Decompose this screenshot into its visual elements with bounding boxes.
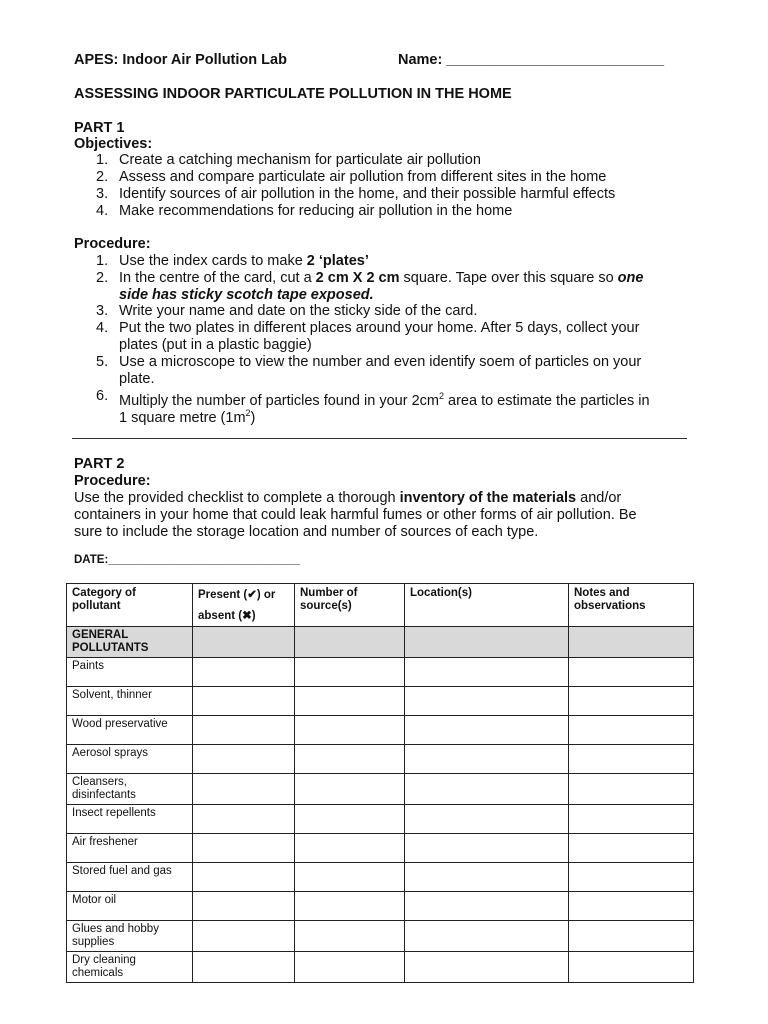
part1-heading: PART 1 [74, 120, 125, 136]
entry-cell[interactable] [569, 863, 694, 892]
document-page: APES: Indoor Air Pollution Lab Name: ___________________________ ASSESSING INDOOR PARTICULATE POLLUTION IN THE HOME PART 1 Objectives: 1. Create a catching mechanism for particulate air pollution 2. Assess and compare particulate air pollution from different sites in the home 3. Identify sources of air pollution in the home, and their possible harmful effects 4. Make recommendations for reducing air pollution in the home Procedure: 1. Use the index cards to make 2 ‘plates’ 2. In the centre of the card, cut a 2 cm X 2 cm square. Tape over this square so one side has sticky scotch tape exposed. 3. Write your name and date on the sticky side of the card. 4. Put the two plates in different places around your home. After 5 days, collect your plates (put in a plastic baggie) 5. Use a microscope to view the number and even identify soem of particles on your plate. 6. Multiply the number of particles found in your $2cm^2$ area to estimate the particles in 1 square metre $(1m^2)$ PART 2 Procedure: Use the provided checklist to complete a thorough inventory of the materials and/or containers in your home that could leak harmful fumes or other forms of air pollution. Be sure to include the storage location and number of sources of each type. DATE:______________________________ Category of pollutant Present (✔) or absent (✖) Number of source(s) Location(s) Notes and observations GENERAL POLLUTANTS Paints Solvent, thinner Wood preservative Aerosol sprays Cleansers, disinfectants Insect repellents Air freshener Stored fuel and gas Motor oil Glues and hobby supplies Dry cleaning chemicals [0, 0, 768, 1024]
table-row [67, 863, 694, 892]
entry-cell[interactable] [569, 805, 694, 834]
pollutant-name: Wood preservative [67, 716, 193, 745]
entry-cell[interactable] [193, 745, 295, 774]
name-blank: ___________________________ [446, 52, 665, 68]
pollutant-name: Solvent, thinner [67, 687, 193, 716]
entry-cell[interactable] [569, 745, 694, 774]
pollutant-name: Cleansers, disinfectants [67, 774, 193, 805]
entry-cell[interactable] [405, 834, 569, 863]
entry-cell[interactable] [295, 921, 405, 952]
objectives-heading: Objectives: [74, 136, 153, 152]
table-row [67, 892, 694, 921]
part2-heading: PART 2 [74, 456, 125, 472]
entry-cell[interactable] [295, 716, 405, 745]
entry-cell[interactable] [569, 952, 694, 983]
entry-cell[interactable] [193, 805, 295, 834]
entry-cell[interactable] [193, 834, 295, 863]
entry-cell[interactable] [193, 716, 295, 745]
table-row [67, 952, 694, 983]
entry-cell[interactable] [295, 892, 405, 921]
pollutant-name: Dry cleaning chemicals [67, 952, 193, 983]
col-number: Number of source(s) [295, 584, 405, 627]
doc-title: APES: Indoor Air Pollution Lab [74, 52, 287, 68]
entry-cell[interactable] [405, 716, 569, 745]
section-row: GENERAL POLLUTANTS [67, 627, 694, 658]
pollutant-name: Stored fuel and gas [67, 863, 193, 892]
entry-cell[interactable] [295, 774, 405, 805]
entry-cell[interactable] [569, 834, 694, 863]
table-row [67, 745, 694, 774]
pollutant-name: Air freshener [67, 834, 193, 863]
entry-cell[interactable] [569, 921, 694, 952]
date-field[interactable] [74, 554, 300, 566]
procedure-heading: Procedure: [74, 236, 151, 252]
entry-cell[interactable] [193, 774, 295, 805]
table-row [67, 834, 694, 863]
table-row [67, 921, 694, 952]
entry-cell[interactable] [405, 774, 569, 805]
entry-cell[interactable] [193, 687, 295, 716]
entry-cell[interactable] [193, 921, 295, 952]
entry-cell[interactable] [405, 687, 569, 716]
part2-procedure-heading: Procedure: [74, 473, 151, 489]
pollutant-name: Motor oil [67, 892, 193, 921]
table-header-row [67, 584, 694, 627]
pollutant-name: Insect repellents [67, 805, 193, 834]
part2-intro-line2: containers in your home that could leak harmful fumes or other forms of air pollution. Be [74, 507, 637, 523]
entry-cell[interactable] [295, 745, 405, 774]
col-category: Category of pollutant [67, 584, 193, 627]
entry-cell[interactable] [295, 658, 405, 687]
entry-cell[interactable] [405, 921, 569, 952]
entry-cell[interactable] [405, 805, 569, 834]
main-title: ASSESSING INDOOR PARTICULATE POLLUTION IN THE HOME [74, 86, 512, 102]
entry-cell[interactable] [295, 952, 405, 983]
entry-cell[interactable] [193, 863, 295, 892]
entry-cell[interactable] [569, 892, 694, 921]
entry-cell[interactable] [405, 952, 569, 983]
table-row [67, 687, 694, 716]
col-location: Location(s) [405, 584, 569, 627]
entry-cell[interactable] [295, 834, 405, 863]
col-notes: Notes and observations [569, 584, 694, 627]
entry-cell[interactable] [569, 687, 694, 716]
table-row [67, 658, 694, 687]
entry-cell[interactable] [405, 892, 569, 921]
entry-cell[interactable] [193, 952, 295, 983]
name-field[interactable] [398, 52, 664, 68]
table-row [67, 716, 694, 745]
entry-cell[interactable] [193, 892, 295, 921]
entry-cell[interactable] [193, 658, 295, 687]
entry-cell[interactable] [569, 716, 694, 745]
table-row [67, 805, 694, 834]
pollutant-checklist-table [66, 583, 694, 983]
pollutant-name: Glues and hobby supplies [67, 921, 193, 952]
entry-cell[interactable] [295, 863, 405, 892]
date-label: DATE: [74, 554, 109, 566]
entry-cell[interactable] [405, 863, 569, 892]
pollutant-name: Paints [67, 658, 193, 687]
divider [72, 438, 687, 439]
date-blank: ______________________________ [108, 554, 301, 566]
entry-cell[interactable] [405, 658, 569, 687]
col-present: Present (✔) or absent (✖) [193, 584, 295, 627]
part2-intro-line1: Use the provided checklist to complete a thorough inventory of the materials and/or [74, 490, 622, 506]
entry-cell[interactable] [295, 805, 405, 834]
entry-cell[interactable] [569, 774, 694, 805]
entry-cell[interactable] [405, 745, 569, 774]
table-row [67, 774, 694, 805]
entry-cell[interactable] [295, 687, 405, 716]
entry-cell[interactable] [569, 658, 694, 687]
part2-intro-line3: sure to include the storage location and number of sources of each type. [74, 524, 539, 540]
name-label: Name: [398, 52, 443, 68]
pollutant-name: Aerosol sprays [67, 745, 193, 774]
